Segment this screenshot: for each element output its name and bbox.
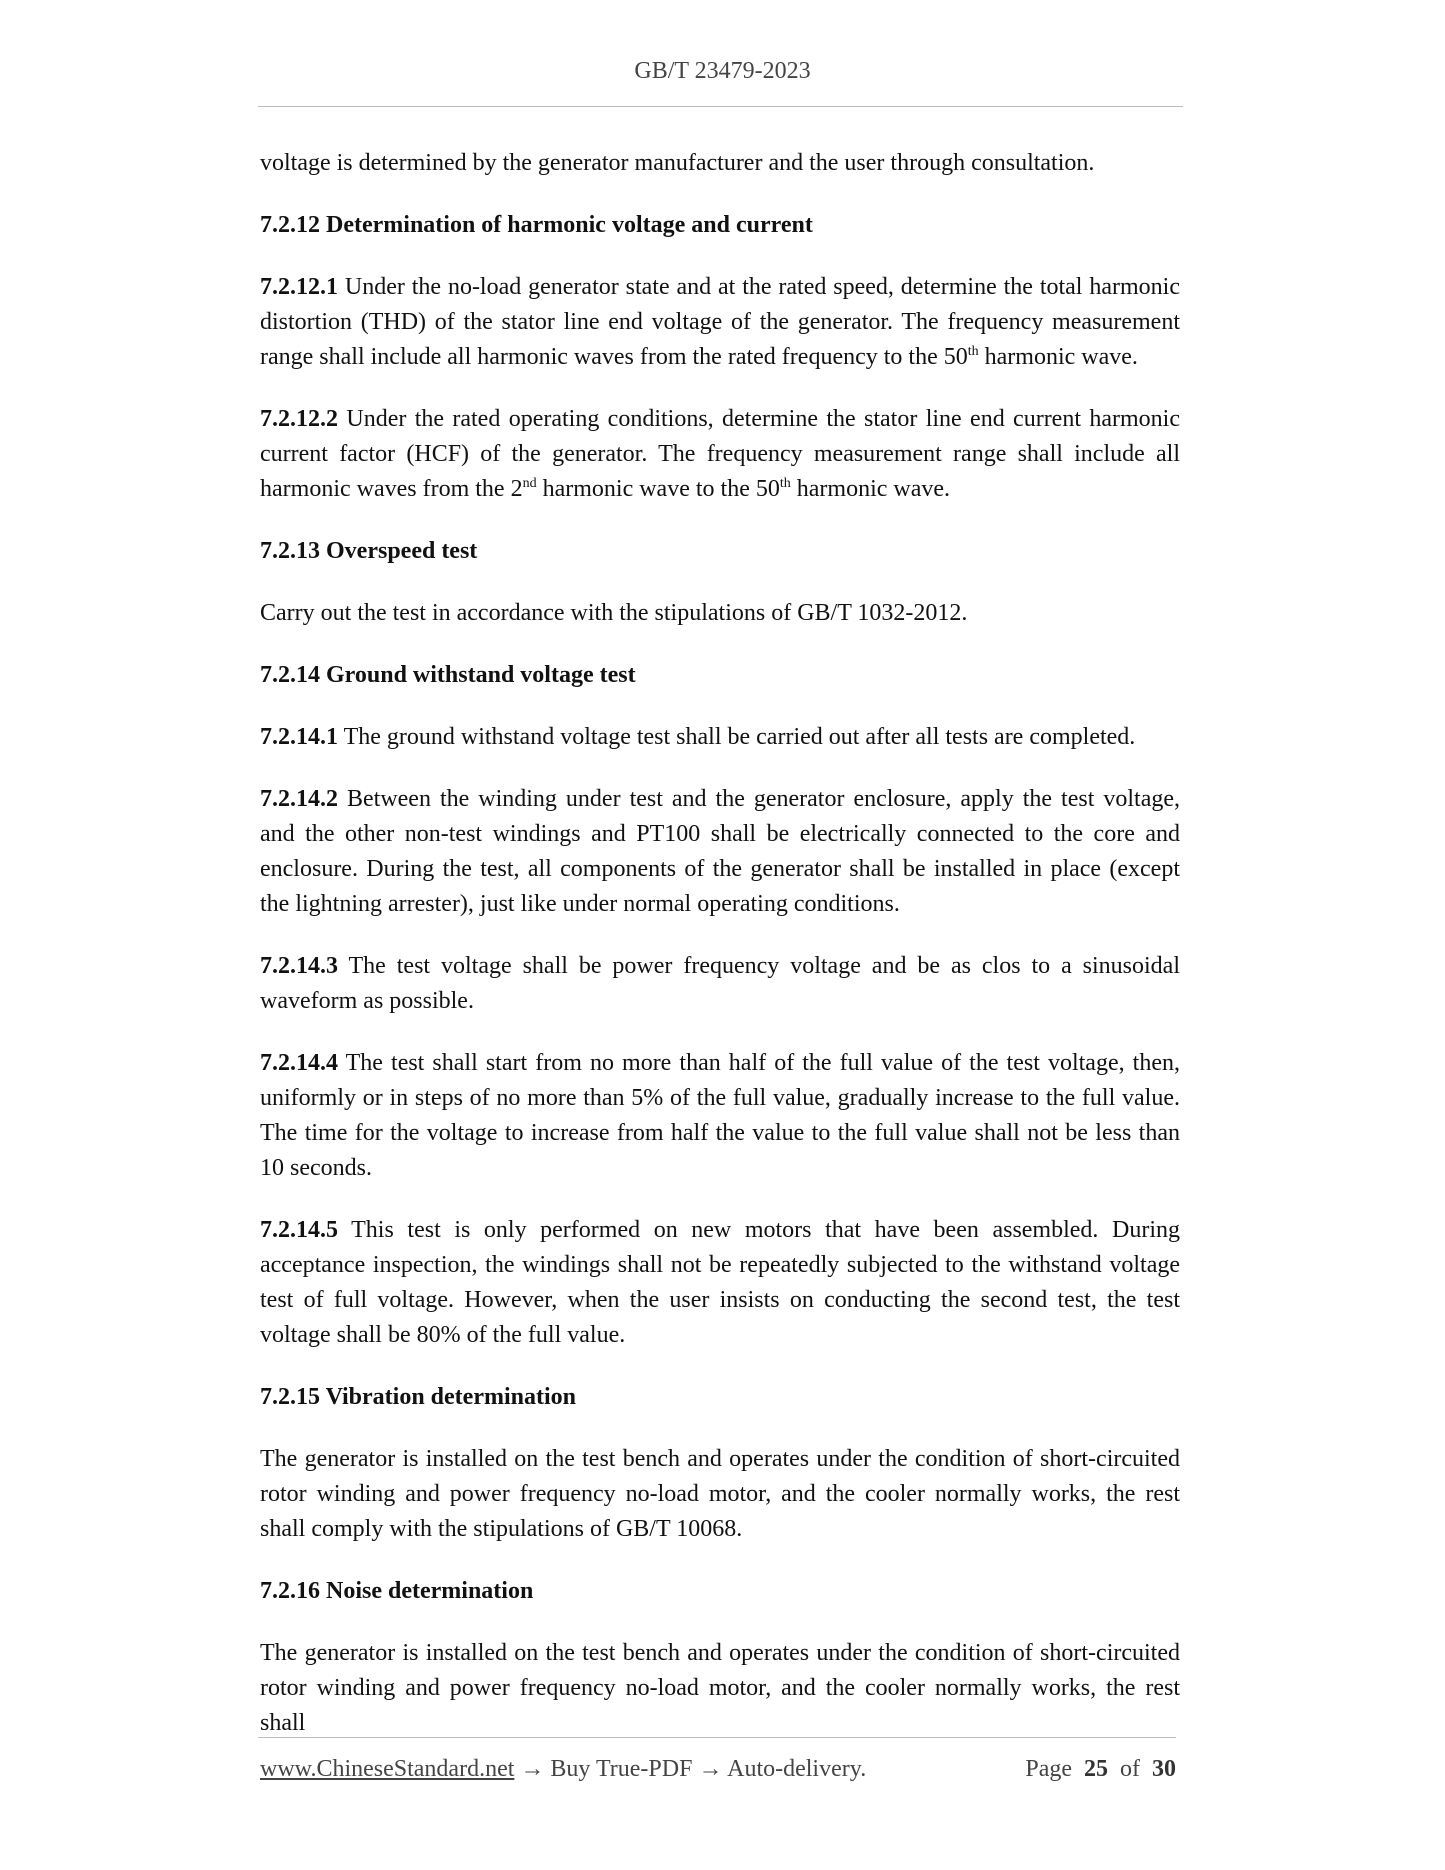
section-heading-7-2-15: 7.2.15 Vibration determination	[260, 1384, 576, 1410]
superscript: th	[779, 476, 791, 491]
footer-promo	[260, 1756, 866, 1783]
clause-number: 7.2.14.2	[260, 786, 338, 812]
paragraph-7-2-13: Carry out the test in accordance with the stipulations of GB/T 1032-2012.	[260, 600, 968, 626]
clause-number: 7.2.14.5	[260, 1217, 338, 1243]
document-header: GB/T 23479-2023	[634, 58, 811, 84]
page-indicator	[1025, 1756, 1176, 1783]
of-label: of	[1120, 1756, 1140, 1782]
promo-text: → Buy True-PDF → Auto-delivery.	[514, 1756, 867, 1782]
page-total: 30	[1152, 1756, 1176, 1782]
clause-text: The test shall start from no more than half of the full value of the test voltage, then, uniformly or in steps of no more than 5% of the full value, gradually increase to the full value. The time for the voltage to increase from half the value to the full value shall not be less than 10 seconds.	[260, 1050, 1180, 1181]
paragraph-continuation: voltage is determined by the generator manufacturer and the user through consultation.	[260, 150, 1095, 176]
page-number: 25	[1084, 1756, 1108, 1782]
clause-number: 7.2.12.1	[260, 274, 338, 300]
paragraph-7-2-14-4	[260, 1046, 1180, 1186]
clause-text: This test is only performed on new motors that have been assembled. During acceptance inspection, the windings shall not be repeatedly subjected to the withstand voltage test of full voltage. However, when the user insists on conducting the second test, the test voltage shall be 80% of the full value.	[260, 1217, 1180, 1348]
clause-number: 7.2.14.4	[260, 1050, 338, 1076]
clause-number: 7.2.12.2	[260, 406, 338, 432]
clause-text: The ground withstand voltage test shall be carried out after all tests are completed.	[338, 724, 1136, 750]
clause-text: The test voltage shall be power frequency voltage and be as clos to a sinusoidal waveform as possible.	[260, 953, 1180, 1014]
page-label: Page	[1025, 1756, 1072, 1782]
clause-number: 7.2.14.3	[260, 953, 338, 979]
paragraph-7-2-16: The generator is installed on the test bench and operates under the condition of short-circuited rotor winding and power frequency no-load motor, and the cooler normally works, the rest shall	[260, 1640, 1180, 1736]
paragraph-7-2-12-1	[260, 270, 1180, 375]
superscript: nd	[522, 476, 537, 491]
clause-text-end: harmonic wave.	[790, 476, 951, 502]
section-heading-7-2-14: 7.2.14 Ground withstand voltage test	[260, 662, 636, 688]
clause-text: Under the rated operating conditions, determine the stator line end current harmonic current factor (HCF) of the generator. The frequency measurement range shall include all harmonic waves from the 2	[260, 406, 1180, 502]
paragraph-7-2-15: The generator is installed on the test bench and operates under the condition of short-circuited rotor winding and power frequency no-load motor, and the cooler normally works, the rest shall comply with the stipulations of GB/T 10068.	[260, 1446, 1180, 1542]
clause-text-mid: harmonic wave to the 50	[536, 476, 780, 502]
paragraph-7-2-14-3	[260, 949, 1180, 1019]
document-body	[260, 146, 1180, 1768]
paragraph-7-2-14-1	[260, 720, 1180, 755]
superscript: th	[967, 344, 979, 359]
section-heading-7-2-13: 7.2.13 Overspeed test	[260, 538, 478, 564]
footer-divider	[258, 1737, 1176, 1738]
header-divider	[258, 106, 1183, 107]
clause-text: Under the no-load generator state and at the rated speed, determine the total harmonic distortion (THD) of the stator line end voltage of the generator. The frequency measurement range shall include all harmonic waves from the rated frequency to the 50	[260, 274, 1180, 370]
clause-text: Between the winding under test and the generator enclosure, apply the test voltage, and the other non-test windings and PT100 shall be electrically connected to the core and enclosure. During the test, all components of the generator shall be installed in place (except the lightning arrester), just like under normal operating conditions.	[260, 786, 1180, 917]
paragraph-7-2-14-5	[260, 1213, 1180, 1353]
paragraph-7-2-14-2	[260, 782, 1180, 922]
section-heading-7-2-12: 7.2.12 Determination of harmonic voltage and current	[260, 212, 813, 238]
section-heading-7-2-16: 7.2.16 Noise determination	[260, 1578, 534, 1604]
paragraph-7-2-12-2	[260, 402, 1180, 507]
clause-number: 7.2.14.1	[260, 724, 338, 750]
site-link[interactable]: www.ChineseStandard.net	[260, 1756, 515, 1782]
clause-text-end: harmonic wave.	[978, 344, 1138, 370]
